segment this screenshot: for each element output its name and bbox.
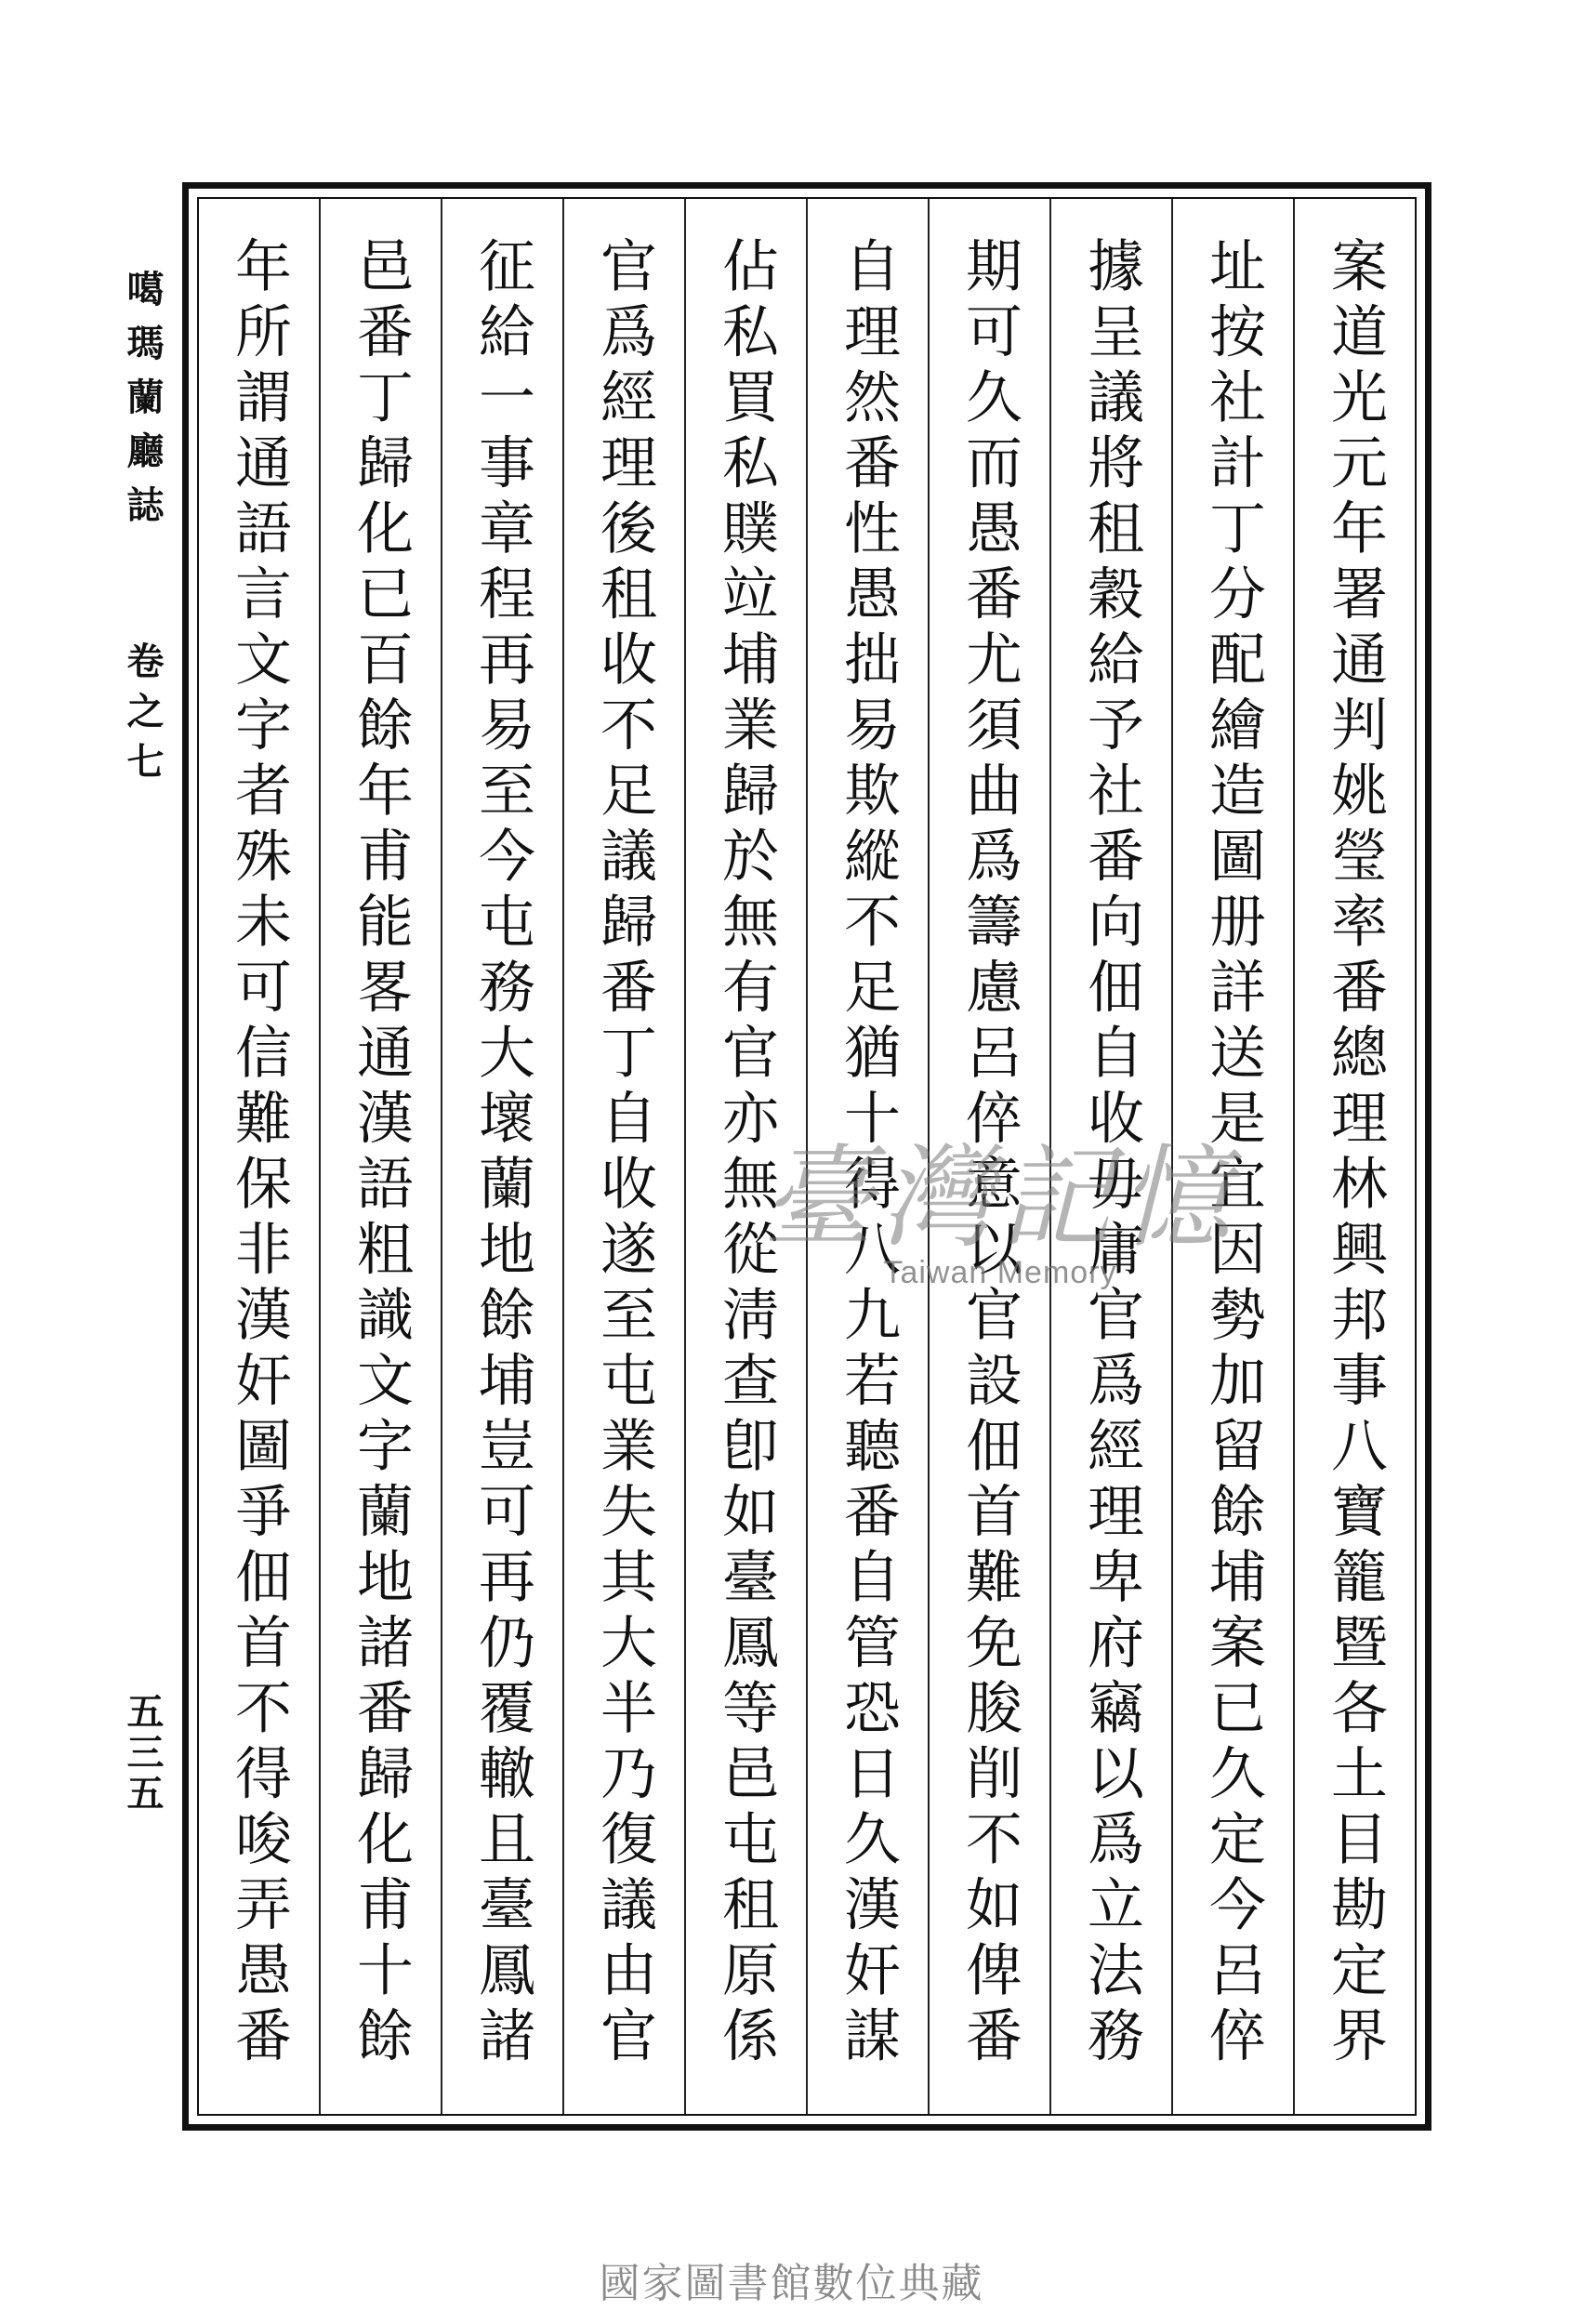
column-text: 年所謂通語言文字者殊未可信難保非漢奸圖爭佃首不得唆弄愚番 [226,236,292,2071]
page-number: 五三五 [121,1692,165,1815]
column-text: 址按社計丁分配繪造圖册詳送是宜因勢加留餘埔案已久定今呂倅 [1200,236,1266,2071]
text-column [562,199,684,2114]
volume-label: 卷之七 [121,641,165,792]
book-title: 噶瑪蘭廳誌 [121,270,165,539]
watermark-text: 臺灣記憶 [762,1134,1238,1263]
column-text: 自理然番性愚拙易欺縱不足猶十得八九若聽番自管恐日久漢奸謀 [835,236,901,2071]
column-text: 案道光元年署通判姚瑩率番總理林興邦事八寶籠暨各土目勘定界 [1322,236,1388,2071]
column-text: 期可久而愚番尤須曲爲籌慮呂倅意以官設佃首難免朘削不如俾番 [956,236,1022,2071]
watermark [762,1134,1238,1291]
text-column [319,199,441,2114]
text-column [441,199,562,2114]
column-text: 佔私買私贌竝埔業歸於無有官亦無從淸查卽如臺鳳等邑屯租原係 [713,236,779,2071]
column-text: 據呈議將租穀給予社番向佃自收毋庸官爲經理卑府竊以爲立法務 [1078,236,1144,2071]
text-column [1293,199,1415,2114]
watermark-subtext: Taiwan Memory [883,1255,1117,1290]
text-column [199,199,319,2114]
column-text: 征給一事章程再易至今屯務大壞蘭地餘埔豈可再仍覆轍且臺鳳諸 [469,236,535,2071]
column-text: 邑番丁歸化已百餘年甫能畧通漢語粗識文字蘭地諸番歸化甫十餘 [348,236,414,2071]
footer-credit: 國家圖書館數位典藏 [599,2260,984,2307]
column-text: 官爲經理後租收不足議歸番丁自收遂至屯業失其大半乃復議由官 [591,236,657,2071]
